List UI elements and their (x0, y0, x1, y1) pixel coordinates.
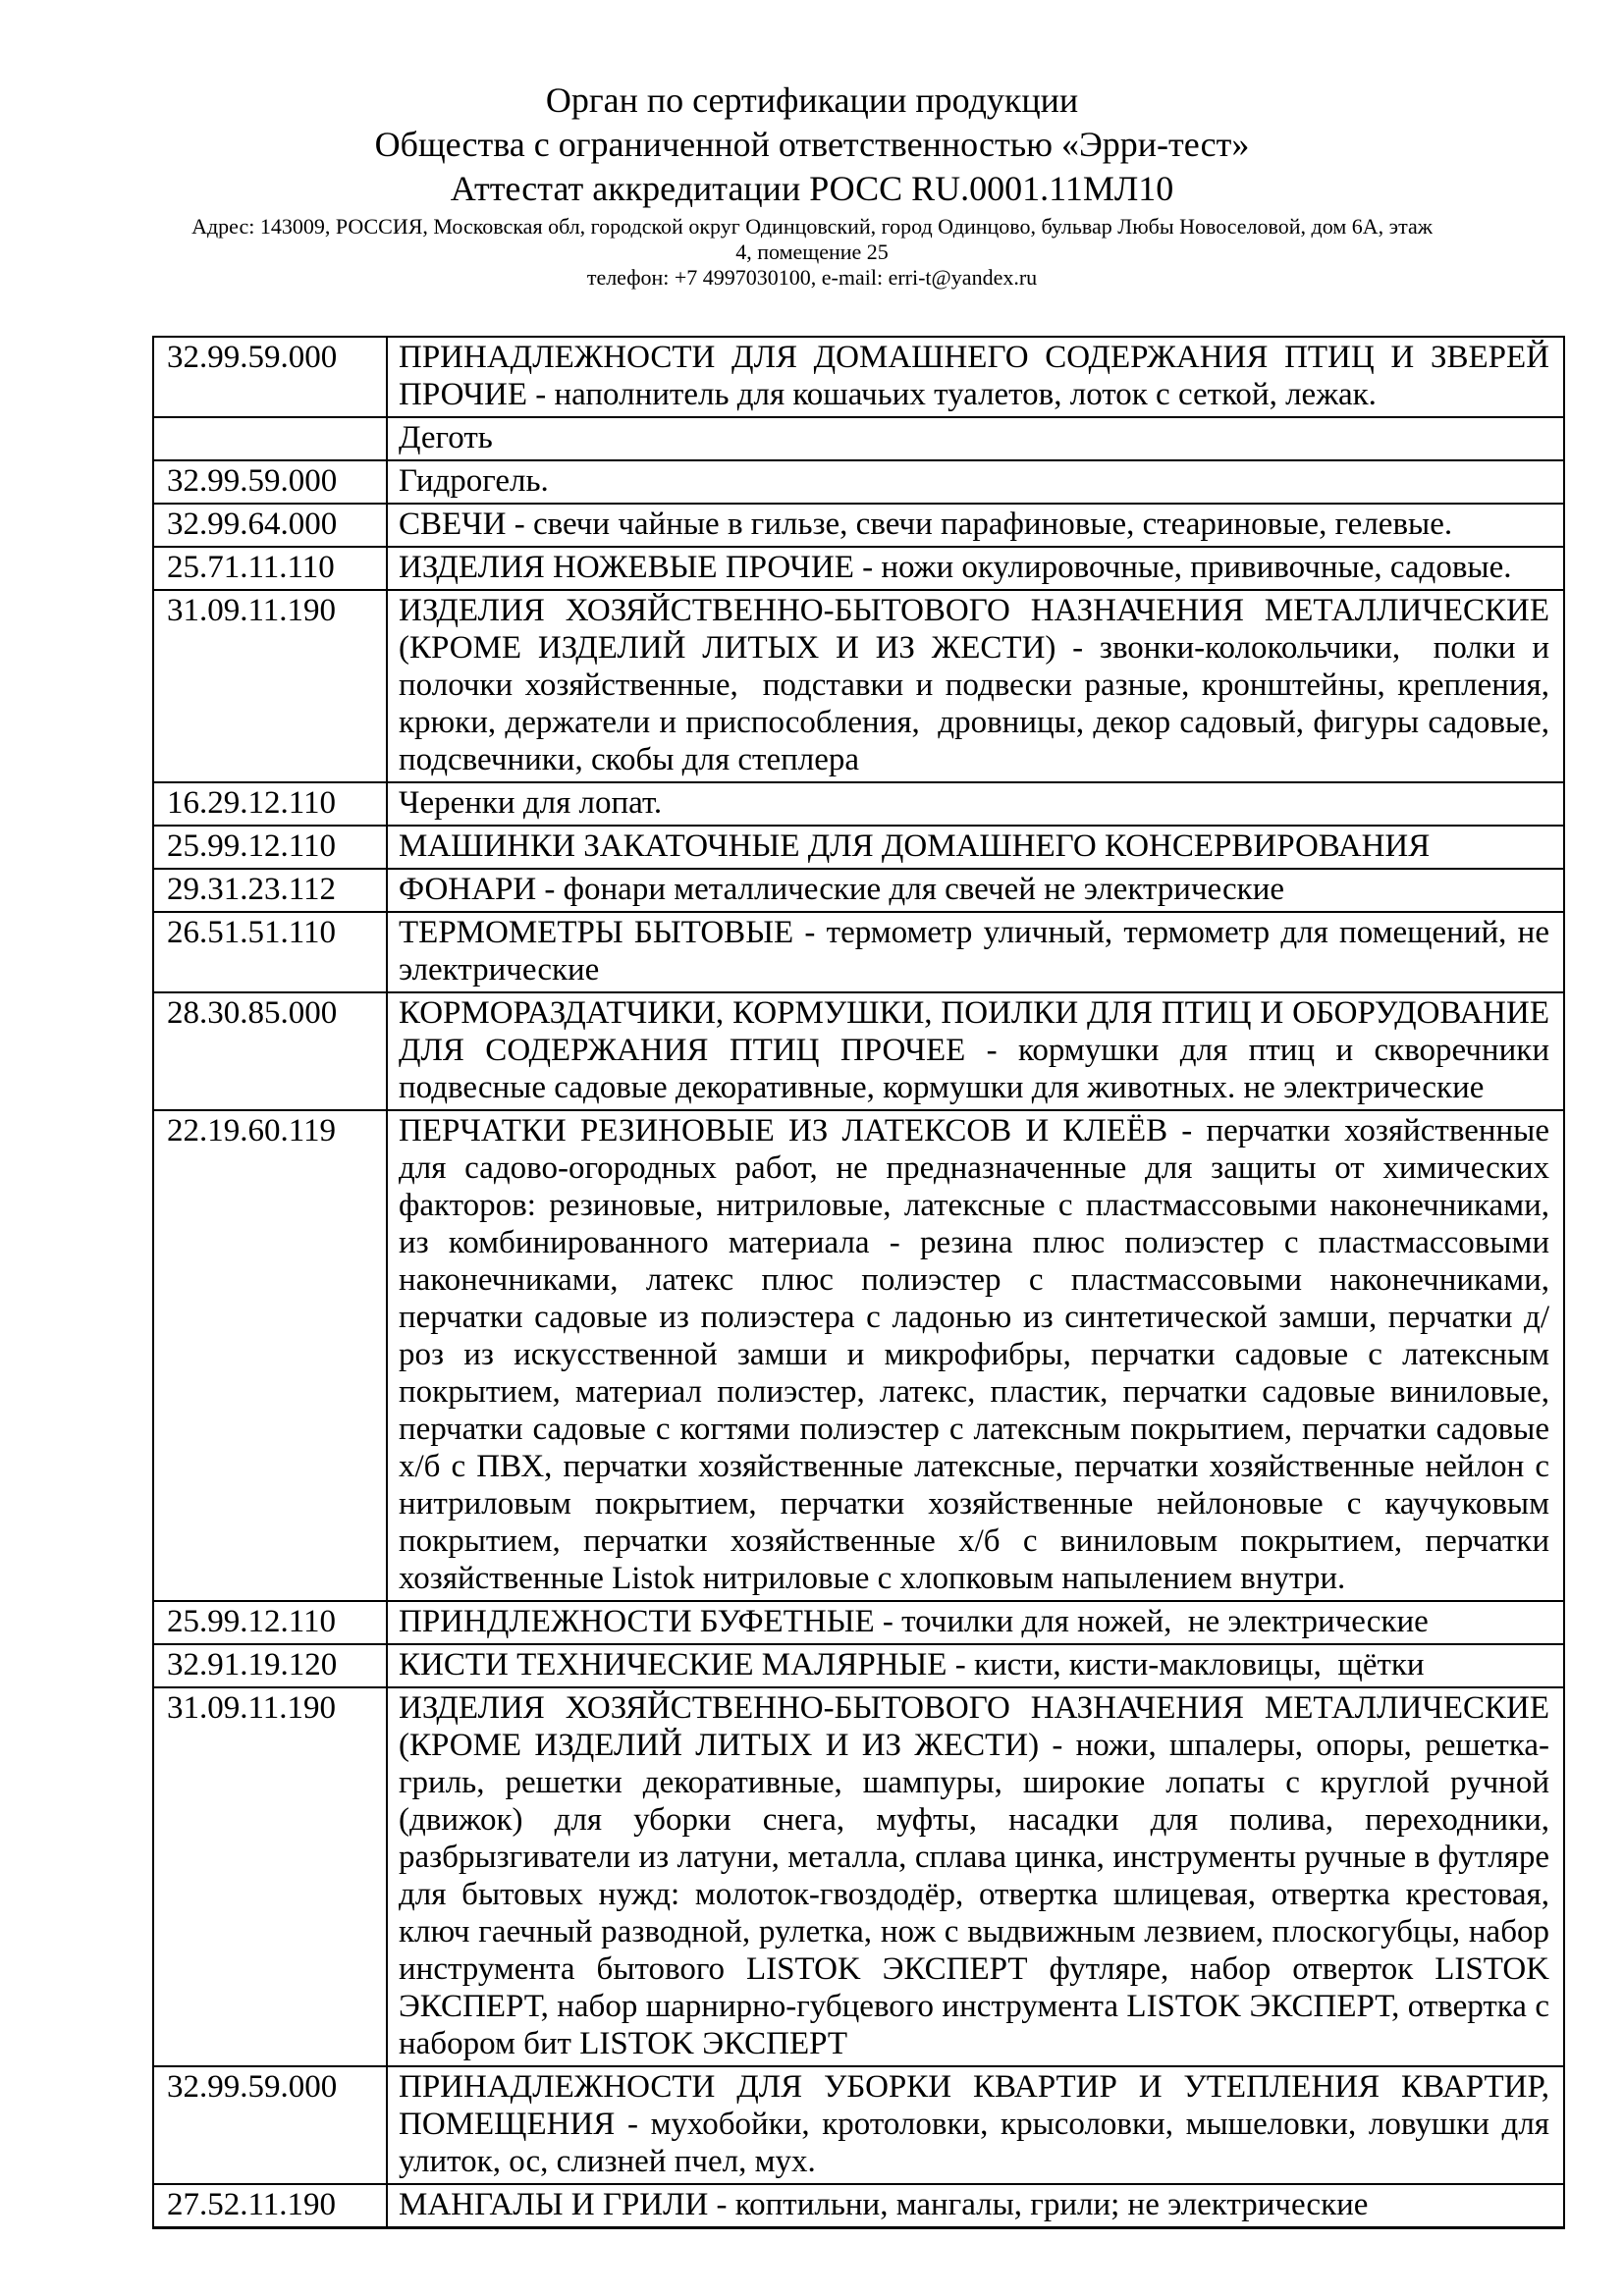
table-row (153, 417, 1564, 460)
document-header (0, 0, 1624, 291)
contact-line: телефон: +7 4997030100, e-mail: erri-t@yandex.ru (586, 265, 1038, 290)
product-description-cell: МАНГАЛЫ И ГРИЛИ - коптильни, мангалы, грили; не электрические (387, 2184, 1564, 2228)
product-code-cell: 32.91.19.120 (153, 1644, 387, 1687)
table-row (153, 826, 1564, 869)
table-row (153, 337, 1564, 417)
product-code-cell: 22.19.60.119 (153, 1110, 387, 1601)
product-description-cell: ТЕРМОМЕТРЫ БЫТОВЫЕ - термометр уличный, термометр для помещений, не электрические (387, 912, 1564, 992)
table-row (153, 869, 1564, 912)
product-code-cell: 16.29.12.110 (153, 782, 387, 826)
product-codes-table-body (153, 337, 1564, 2228)
product-description-cell: ПЕРЧАТКИ РЕЗИНОВЫЕ ИЗ ЛАТЕКСОВ И КЛЕЁВ - перчатки хозяйственные для садово-огородных работ, не предназначенные для защиты от химических факторов: резиновые, нитриловые, латексные с пластмассовыми наконечниками, из комбинированного материала - резина плюс полиэстер с пластмассовыми наконечниками, латекс плюс полиэстер с пластмассовыми наконечниками, перчатки садовые из полиэстера с ладонью из синтетической замши, перчатки д/роз из искусственной замши и микрофибры, перчатки садовые с латексным покрытием, материал полиэстер, латекс, пластик, перчатки садовые виниловые, перчатки садовые с когтями полиэстер с латексным покрытием, перчатки садовые х/б с ПВХ, перчатки хозяйственные латексные, перчатки хозяйственные нейлон с нитриловым покрытием, перчатки хозяйственные нейлоновые с каучуковым покрытием, перчатки хозяйственные х/б с виниловым покрытием, перчатки хозяйственные Listok нитриловые с хлопковым напылением внутри. (387, 1110, 1564, 1601)
product-description-cell: Гидрогель. (387, 460, 1564, 504)
product-code-cell: 25.71.11.110 (153, 547, 387, 590)
table-row (153, 1644, 1564, 1687)
product-code-cell: 32.99.59.000 (153, 460, 387, 504)
product-code-cell: 32.99.59.000 (153, 337, 387, 417)
table-row (153, 1110, 1564, 1601)
address-line: Адрес: 143009, РОССИЯ, Московская обл, городской округ Одинцовский, город Одинцово, бульвар Любы Новоселовой, дом 6А, этаж 4, помещение 25 (191, 214, 1433, 264)
product-description-cell: КОРМОРАЗДАТЧИКИ, КОРМУШКИ, ПОИЛКИ ДЛЯ ПТИЦ И ОБОРУДОВАНИЕ ДЛЯ СОДЕРЖАНИЯ ПТИЦ ПРОЧЕЕ - кормушки для птиц и скворечники подвесные садовые декоративные, кормушки для животных. не электрические (387, 992, 1564, 1110)
certification-body-title: Орган по сертификации продукции (545, 80, 1079, 120)
product-code-cell: 32.99.59.000 (153, 2066, 387, 2184)
accreditation-attestation: Аттестат аккредитации РОСС RU.0001.11МЛ10 (450, 169, 1174, 208)
table-row (153, 2184, 1564, 2228)
product-description-cell: ПРИНАДЛЕЖНОСТИ ДЛЯ УБОРКИ КВАРТИР И УТЕПЛЕНИЯ КВАРТИР, ПОМЕЩЕНИЯ - мухобойки, кротоловки, крысоловки, мышеловки, ловушки для улиток, ос, слизней пчел, мух. (387, 2066, 1564, 2184)
product-description-cell: Черенки для лопат. (387, 782, 1564, 826)
product-code-cell: 31.09.11.190 (153, 1687, 387, 2066)
table-row (153, 1601, 1564, 1644)
product-code-cell: 29.31.23.112 (153, 869, 387, 912)
product-code-cell: 28.30.85.000 (153, 992, 387, 1110)
product-description-cell: ПРИНДЛЕЖНОСТИ БУФЕТНЫЕ - точилки для ножей, не электрические (387, 1601, 1564, 1644)
table-row (153, 912, 1564, 992)
product-code-cell: 32.99.64.000 (153, 504, 387, 547)
product-description-cell: МАШИНКИ ЗАКАТОЧНЫЕ ДЛЯ ДОМАШНЕГО КОНСЕРВИРОВАНИЯ (387, 826, 1564, 869)
product-description-cell: СВЕЧИ - свечи чайные в гильзе, свечи парафиновые, стеариновые, гелевые. (387, 504, 1564, 547)
product-codes-table (152, 336, 1565, 2229)
table-row (153, 547, 1564, 590)
product-description-cell: Деготь (387, 417, 1564, 460)
table-row (153, 1687, 1564, 2066)
product-description-cell: ИЗДЕЛИЯ ХОЗЯЙСТВЕННО-БЫТОВОГО НАЗНАЧЕНИЯ МЕТАЛЛИЧЕСКИЕ (КРОМЕ ИЗДЕЛИЙ ЛИТЫХ И ИЗ ЖЕСТИ) - ножи, шпалеры, опоры, решетка-гриль, решетки декоративные, шампуры, широкие лопаты с круглой ручной (движок) для уборки снега, муфты, насадки для полива, переходники, разбрызгиватели из латуни, металла, сплава цинка, инструменты ручные в футляре для бытовых нужд: молоток-гвоздодёр, отвертка шлицевая, отвертка крестовая, ключ гаечный разводной, рулетка, нож с выдвижным лезвием, плоскогубцы, набор инструмента бытового LISTOK ЭКСПЕРТ футляре, набор отверток LISTOK ЭКСПЕРТ, набор шарнирно-губцевого инструмента LISTOK ЭКСПЕРТ, отвертка с набором бит LISTOK ЭКСПЕРТ (387, 1687, 1564, 2066)
table-row (153, 460, 1564, 504)
table-row (153, 590, 1564, 782)
table-row (153, 992, 1564, 1110)
table-row (153, 782, 1564, 826)
product-description-cell: ПРИНАДЛЕЖНОСТИ ДЛЯ ДОМАШНЕГО СОДЕРЖАНИЯ ПТИЦ И ЗВЕРЕЙ ПРОЧИЕ - наполнитель для кошачьих туалетов, лоток с сеткой, лежак. (387, 337, 1564, 417)
product-description-cell: ФОНАРИ - фонари металлические для свечей не электрические (387, 869, 1564, 912)
table-row (153, 504, 1564, 547)
product-code-cell (153, 417, 387, 460)
product-code-cell: 31.09.11.190 (153, 590, 387, 782)
company-name: Общества с ограниченной ответственностью «Эрри-тест» (374, 125, 1250, 164)
product-code-cell: 25.99.12.110 (153, 826, 387, 869)
product-description-cell: ИЗДЕЛИЯ НОЖЕВЫЕ ПРОЧИЕ - ножи окулировочные, прививочные, садовые. (387, 547, 1564, 590)
product-code-cell: 27.52.11.190 (153, 2184, 387, 2228)
product-code-cell: 25.99.12.110 (153, 1601, 387, 1644)
product-description-cell: ИЗДЕЛИЯ ХОЗЯЙСТВЕННО-БЫТОВОГО НАЗНАЧЕНИЯ МЕТАЛЛИЧЕСКИЕ (КРОМЕ ИЗДЕЛИЙ ЛИТЫХ И ИЗ ЖЕСТИ) - звонки-колокольчики, полки и полочки хозяйственные, подставки и подвески разные, кронштейны, крепления, крюки, держатели и приспособления, дровницы, декор садовый, фигуры садовые, подсвечники, скобы для степлера (387, 590, 1564, 782)
product-description-cell: КИСТИ ТЕХНИЧЕСКИЕ МАЛЯРНЫЕ - кисти, кисти-макловицы, щётки (387, 1644, 1564, 1687)
product-code-cell: 26.51.51.110 (153, 912, 387, 992)
table-row (153, 2066, 1564, 2184)
